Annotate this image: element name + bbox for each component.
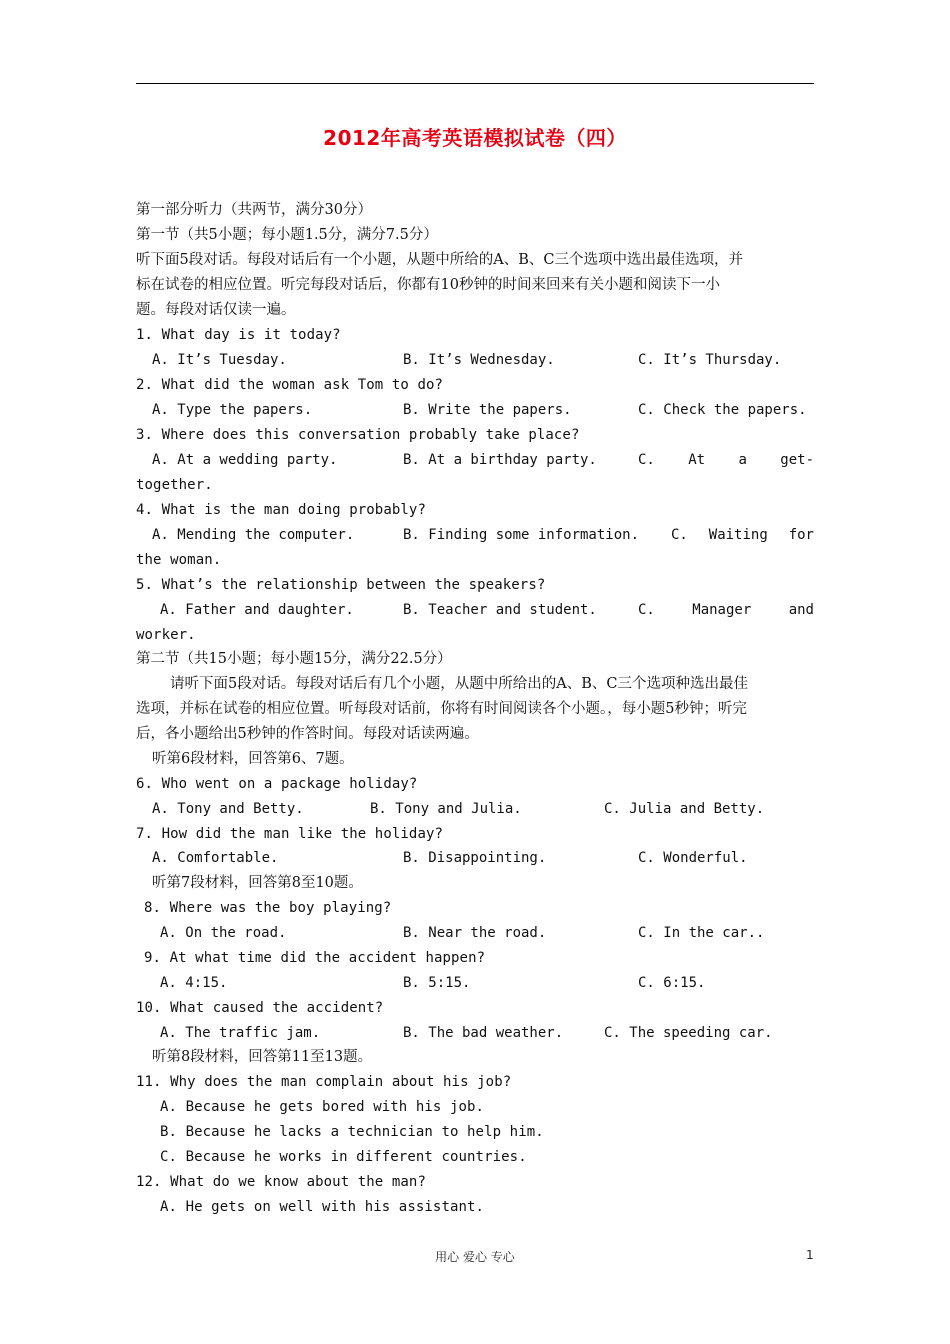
section1-instructions-line2: 标在试卷的相应位置。听完每段对话后，你都有10秒钟的时间来回来有关小题和阅读下一小 xyxy=(136,277,720,293)
option-a: A. Father and daughter. xyxy=(160,602,354,618)
question-5-options xyxy=(136,598,816,623)
question-10-stem: 10. What caused the accident? xyxy=(136,1000,384,1016)
option-b: B. The bad weather. xyxy=(403,1025,564,1041)
question-4-options xyxy=(136,523,816,548)
question-2-stem: 2. What did the woman ask Tom to do? xyxy=(136,377,444,393)
question-4-stem: 4. What is the man doing probably? xyxy=(136,502,426,518)
question-11-option-c: C. Because he works in different countries. xyxy=(160,1149,527,1165)
question-6-stem: 6. Who went on a package holiday? xyxy=(136,776,418,792)
question-4-option-c-wrap: the woman. xyxy=(136,552,222,568)
section2-instructions-line1: 请听下面5段对话。每段对话后有几个小题，从题中所给出的A、B、C三个选项种选出最佳 xyxy=(170,676,748,692)
question-10-options xyxy=(136,1021,816,1046)
section2-instructions-line2: 选项，并标在试卷的相应位置。听每段对话前，你将有时间阅读各个小题。，每小题5秒钟；听完 xyxy=(136,701,747,717)
section1-heading: 第一节（共5小题；每小题1.5分，满分7.5分） xyxy=(136,227,438,243)
question-5-option-c-wrap: worker. xyxy=(136,627,196,643)
question-1-stem: 1. What day is it today? xyxy=(136,327,341,343)
question-9-stem: 9. At what time did the accident happen? xyxy=(144,950,486,966)
question-3-options xyxy=(136,448,816,473)
option-c: C. Waiting for xyxy=(671,527,814,543)
option-b: B. It’s Wednesday. xyxy=(403,352,555,368)
option-b: B. 5:15. xyxy=(403,975,471,991)
option-a: A. Comfortable. xyxy=(152,850,279,866)
question-11-option-b: B. Because he lacks a technician to help him. xyxy=(160,1124,544,1140)
option-a: A. Type the papers. xyxy=(152,402,313,418)
option-c: C. Check the papers. xyxy=(638,402,807,418)
question-7-options xyxy=(136,846,816,871)
option-a: A. It’s Tuesday. xyxy=(152,352,287,368)
option-c: C. In the car.. xyxy=(638,925,765,941)
question-1-options xyxy=(136,348,816,373)
option-a: A. On the road. xyxy=(160,925,287,941)
option-b: B. Write the papers. xyxy=(403,402,572,418)
option-b: B. At a birthday party. xyxy=(403,452,597,468)
question-6-options xyxy=(136,797,816,822)
option-b: B. Tony and Julia. xyxy=(370,801,522,817)
option-a: A. At a wedding party. xyxy=(152,452,338,468)
question-8-stem: 8. Where was the boy playing? xyxy=(144,900,392,916)
footer-motto: 用心 爱心 专心 xyxy=(435,1250,515,1264)
question-8-options xyxy=(136,921,816,946)
page-title: 2012年高考英语模拟试卷（四） xyxy=(323,126,627,150)
part1-heading: 第一部分听力（共两节，满分30分） xyxy=(136,202,372,218)
option-a: A. The traffic jam. xyxy=(160,1025,321,1041)
option-a: A. 4:15. xyxy=(160,975,228,991)
option-c: C. The speeding car. xyxy=(604,1025,773,1041)
option-b: B. Teacher and student. xyxy=(403,602,597,618)
question-11-stem: 11. Why does the man complain about his job? xyxy=(136,1074,512,1090)
option-c: C. It’s Thursday. xyxy=(638,352,782,368)
question-9-options xyxy=(136,971,816,996)
section1-instructions-line3: 题。每段对话仅读一遍。 xyxy=(136,302,296,318)
section1-instructions-line1: 听下面5段对话。每段对话后有一个小题，从题中所给的A、B、C三个选项中选出最佳选项，并 xyxy=(136,252,743,268)
page-number: 1 xyxy=(806,1248,814,1262)
material-8-heading: 听第8段材料，回答第11至13题。 xyxy=(152,1049,373,1065)
option-c: C. At a get- xyxy=(638,452,814,468)
option-b: B. Finding some information. xyxy=(403,527,640,543)
option-a: A. Tony and Betty. xyxy=(152,801,304,817)
question-5-stem: 5. What’s the relationship between the speakers? xyxy=(136,577,546,593)
option-c: C. Manager and xyxy=(638,602,814,618)
question-3-stem: 3. Where does this conversation probably take place? xyxy=(136,427,580,443)
question-12-option-a: A. He gets on well with his assistant. xyxy=(160,1199,485,1215)
option-c: C. Julia and Betty. xyxy=(604,801,765,817)
question-3-option-c-wrap: together. xyxy=(136,477,213,493)
material-7-heading: 听第7段材料，回答第8至10题。 xyxy=(152,875,363,891)
material-6-heading: 听第6段材料，回答第6、7题。 xyxy=(152,751,354,767)
section2-heading: 第二节（共15小题；每小题15分，满分22.5分） xyxy=(136,651,452,667)
option-c: C. 6:15. xyxy=(638,975,706,991)
option-c: C. Wonderful. xyxy=(638,850,748,866)
question-2-options xyxy=(136,398,816,423)
option-b: B. Near the road. xyxy=(403,925,547,941)
question-7-stem: 7. How did the man like the holiday? xyxy=(136,826,444,842)
question-12-stem: 12. What do we know about the man? xyxy=(136,1174,426,1190)
question-11-option-a: A. Because he gets bored with his job. xyxy=(160,1099,485,1115)
section2-instructions-line3: 后，各小题给出5秒钟的作答时间。每段对话读两遍。 xyxy=(136,726,479,742)
option-b: B. Disappointing. xyxy=(403,850,547,866)
option-a: A. Mending the computer. xyxy=(152,527,355,543)
header-rule xyxy=(136,83,814,84)
